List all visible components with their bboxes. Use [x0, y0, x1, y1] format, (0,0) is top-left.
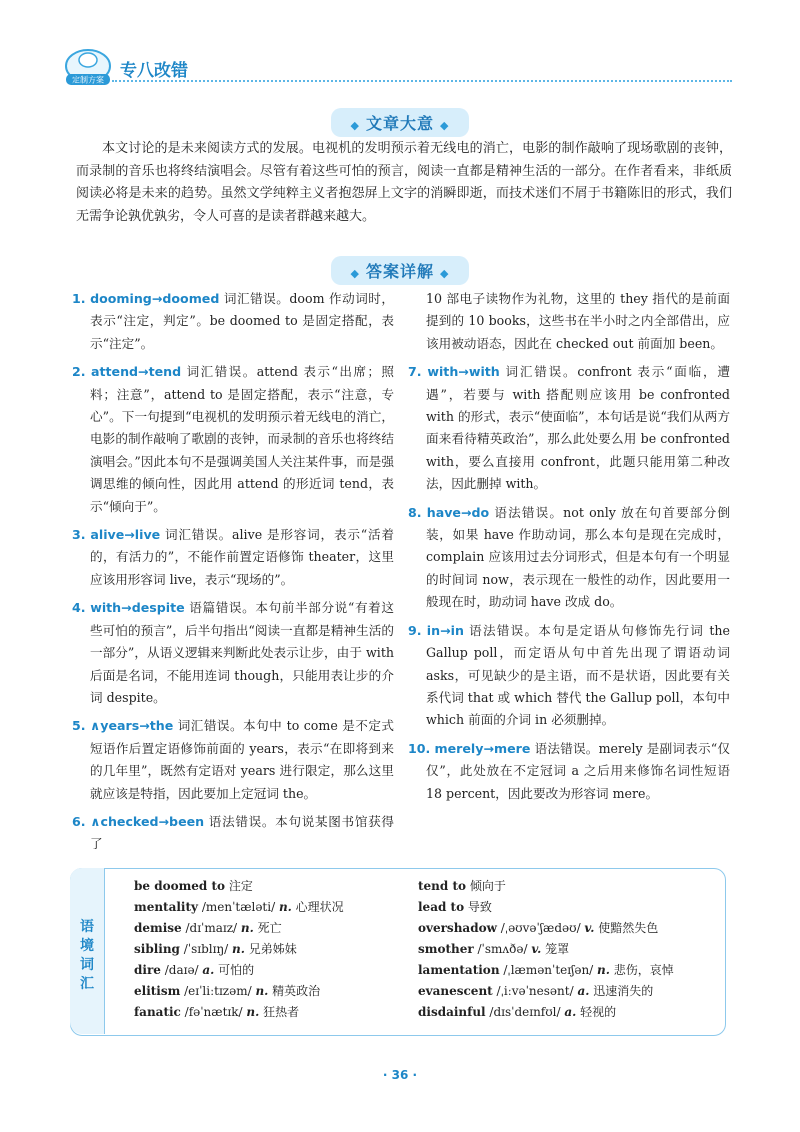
- vocab-entry: mentality /menˈtæləti/ n. 心理状况: [134, 900, 344, 914]
- vocab-entry: sibling /ˈsɪblɪŋ/ n. 兄弟姊妹: [134, 942, 297, 956]
- summary-text: 本文讨论的是未来阅读方式的发展。电视机的发明预示着无线电的消亡，电影的制作敲响了现场歌剧的丧钟，而录制的音乐也将终结演唱会。尽管有着这些可怕的预言，阅读一直都是精神生活的一部分。在作者看来，非纸质阅读必将是未来的趋势。虽然文学纯粹主义者抱怨屏上文字的消瞬即逝，而技术迷们不屑于书籍陈旧的形式，我们无需争论孰优孰劣，令人可喜的是读者群越来越大。: [76, 141, 732, 224]
- vocab-entry: fanatic /fəˈnætɪk/ n. 狂热者: [134, 1005, 300, 1019]
- diamond-icon: ◆: [350, 267, 360, 280]
- answers-heading: [0, 256, 800, 285]
- answer-item: 3. alive→live 词汇错误。alive 是形容词，表示“活着的，有活力的”，不能作前置定语修饰 theater，这里应该用形容词 live，表示“现场的”。: [72, 527, 394, 587]
- answer-fix: ∧years→the: [90, 718, 174, 734]
- vocab-entry: lamentation /ˌlæmənˈteɪʃən/ n. 悲伤，哀悼: [418, 963, 674, 977]
- vocab-entry: evanescent /ˌiːvəˈnesənt/ a. 迅速消失的: [418, 984, 654, 998]
- vocab-entry: be doomed to 注定: [134, 879, 253, 893]
- answer-item: 7. with→with 词汇错误。confront 表示“面临，遭遇”，若要与 with 搭配则应该用 be confronted with 的形式，表示“使面临”，本句话是说“我们从两方面来看待精英政治”，那么此处要么用 be confronted with，要么直接用 confront，此题只能用第二种改法，因此删掉 with。: [408, 364, 730, 492]
- logo-text: 定制方案: [72, 75, 104, 85]
- answer-item: 5. ∧years→the 词汇错误。本句中 to come 是不定式短语作后置定语修饰前面的 years，表示“在即将到来的几年里”，既然有定语对 years 进行限定，那么这里就应该是特指，因此要加上定冠词 the。: [72, 718, 394, 801]
- answer-item: 6. ∧checked→been 语法错误。本句说某图书馆获得了: [72, 813, 394, 852]
- vocab-entry: smother /ˈsmʌðə/ v. 笼罩: [418, 942, 570, 956]
- answer-item: 8. have→do 语法错误。not only 放在句首要部分倒装，如果 have 作助动词，那么本句是现在完成时，complain 应该用过去分词形式，但是本句有一个明显的时间词 now，表示现在一般性的动作，因此要用一般现在时，助动词 have 改成 do。: [408, 504, 730, 610]
- answers-title: 答案详解: [365, 262, 434, 281]
- answer-item: 1. dooming→doomed 词汇错误。doom 作动词时，表示“注定，判定”。be doomed to 是固定搭配，表示“注定”。: [72, 291, 394, 351]
- answer-fix: merely→mere: [434, 740, 531, 756]
- vocab-entry: overshadow /ˌəʊvəˈʃædəʊ/ v. 使黯然失色: [418, 921, 659, 935]
- vocab-entry: demise /dɪˈmaɪz/ n. 死亡: [134, 921, 282, 935]
- answers-left-column: [72, 288, 394, 862]
- answer-item: 10. merely→mere 语法错误。merely 是副词表示“仅仅”，此处放在不定冠词 a 之后用来修饰名词性短语 18 percent，因此要改为形容词 mere。: [408, 740, 730, 801]
- brand-logo: [62, 48, 114, 88]
- vocab-entry: dire /daɪə/ a. 可怕的: [134, 963, 255, 977]
- vocab-left-column: [134, 876, 344, 1023]
- answer-fix: have→do: [426, 504, 490, 520]
- answer-fix: in→in: [426, 622, 464, 638]
- answer-continuation: 10 部电子读物作为礼物，这里的 they 指代的是前面提到的 10 books，这些书在半小时之内全部借出，应该用被动语态，因此在 checked out 前面加 been。: [426, 291, 730, 351]
- answer-item: 9. in→in 语法错误。本句是定语从句修饰先行词 the Gallup poll，而定语从句中首先出现了谓语动词 asks，可见缺少的是主语，而不是状语，因此要有关系代词 that 或 which 替代 the Gallup poll，本句中 which 前面的介词 in 必须删掉。: [408, 622, 730, 728]
- vocab-entry: disdainful /dɪsˈdeɪnfʊl/ a. 轻视的: [418, 1005, 617, 1019]
- header-divider: [112, 80, 732, 82]
- answer-fix: attend→tend: [91, 364, 182, 380]
- vocab-tab-label: 语境词汇: [80, 919, 94, 992]
- answer-fix: ∧checked→been: [90, 813, 205, 829]
- diamond-icon: ◆: [440, 267, 450, 280]
- answer-item: 2. attend→tend 词汇错误。attend 表示“出席；照料；注意”，attend to 是固定搭配，表示“注意，专心”。下一句提到“电视机的发明预示着无线电的消亡，电影的制作敲响了歌剧的丧钟，而录制的音乐也将终结演唱会。”因此本句不是强调美国人关注某件事，而是强调思维的倾向性，因此用 attend 的形近词 tend，表示“倾向于”。: [72, 364, 394, 514]
- answer-item: 4. with→despite 语篇错误。本句前半部分说“有着这些可怕的预言”，后半句指出“阅读一直都是精神生活的一部分”，从语义逻辑来判断此处表示让步，由于 with 后面是名词，不能用连词 though，只能用表让步的介词 despite。: [72, 600, 394, 705]
- vocab-tab: [70, 868, 105, 1034]
- page-number: · 36 ·: [382, 1068, 418, 1082]
- summary-title: 文章大意: [365, 114, 434, 133]
- vocab-entry: lead to 导致: [418, 900, 492, 914]
- header-title: 专八改错: [120, 61, 188, 81]
- summary-heading: [0, 108, 800, 137]
- answer-fix: with→with: [427, 364, 500, 380]
- vocab-entry: tend to 倾向于: [418, 879, 506, 893]
- answer-fix: dooming→doomed: [90, 291, 220, 306]
- diamond-icon: ◆: [350, 119, 360, 132]
- diamond-icon: ◆: [440, 119, 450, 132]
- vocab-entry: elitism /eɪˈliːtɪzəm/ n. 精英政治: [134, 984, 321, 998]
- answer-fix: alive→live: [90, 527, 161, 543]
- vocab-right-column: [418, 876, 674, 1023]
- answer-fix: with→despite: [90, 600, 185, 616]
- answers-right-column: [408, 288, 730, 811]
